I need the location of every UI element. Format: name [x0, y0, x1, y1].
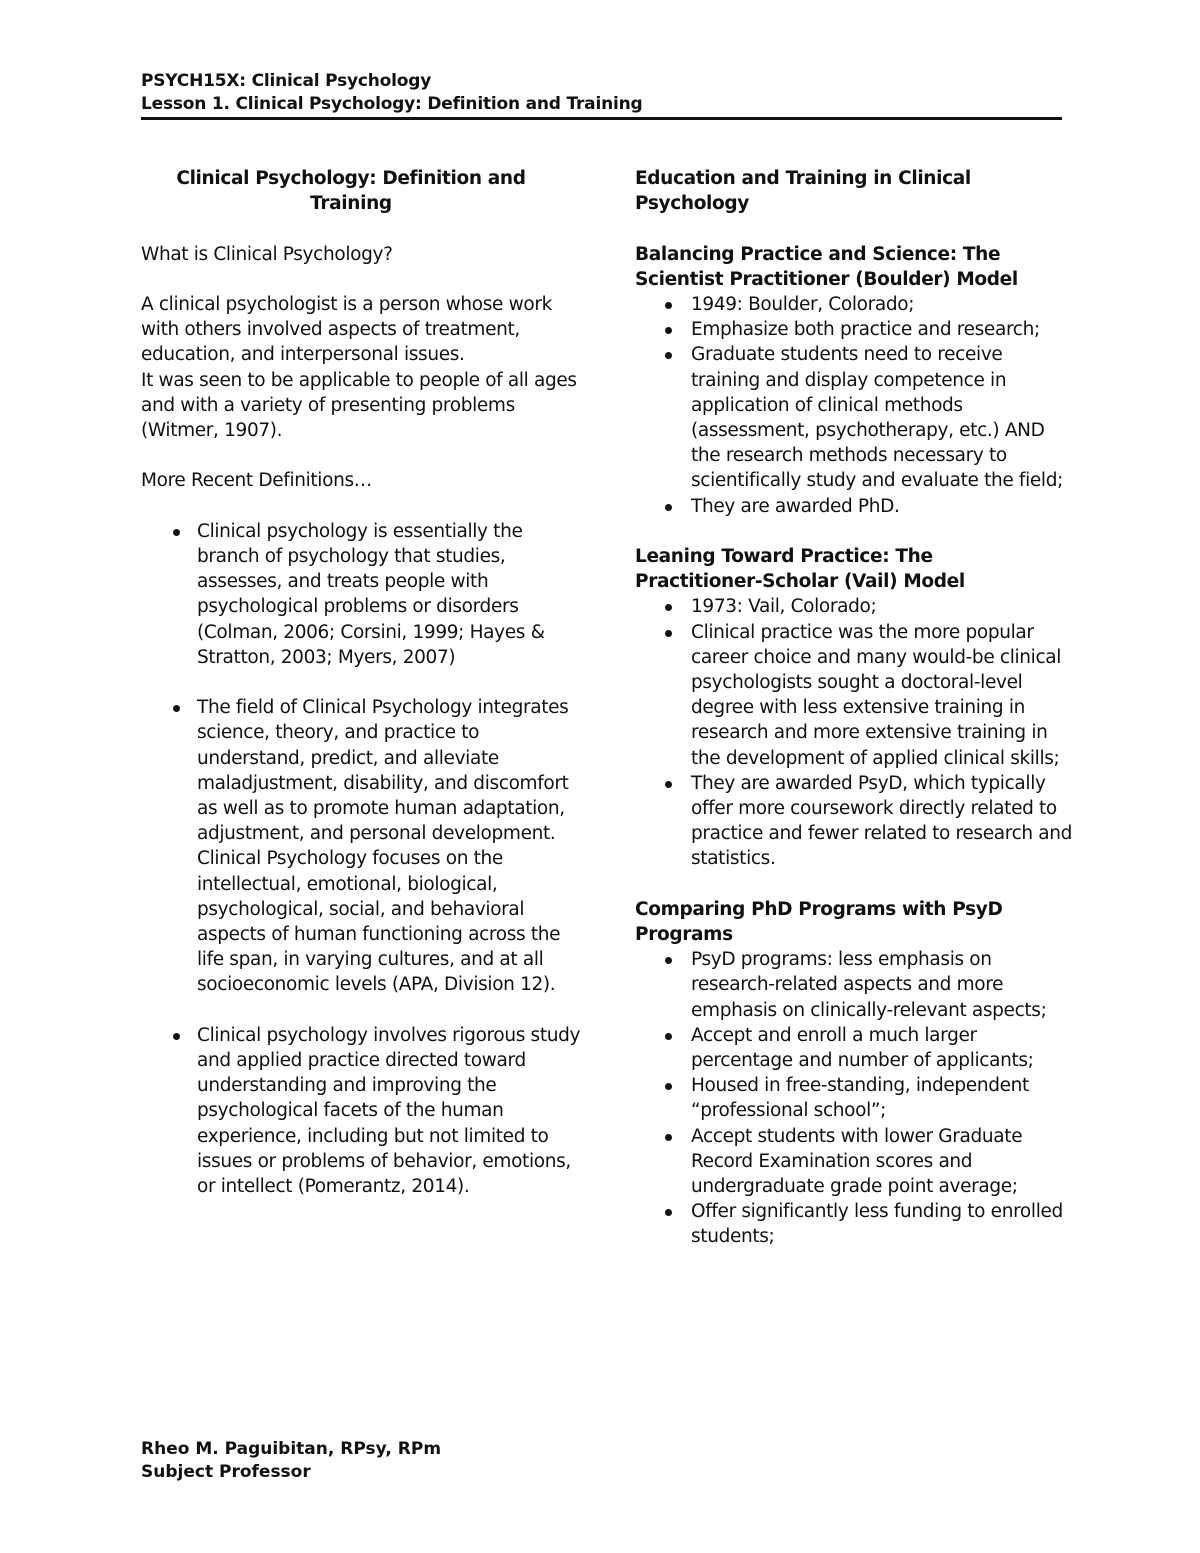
definition-paragraph-2: It was seen to be applicable to people of all ages and with a variety of presenting problems (Witmer, 1907). [141, 369, 577, 441]
recent-definitions-heading: More Recent Definitions… [141, 470, 372, 492]
vail-model-list [635, 594, 1075, 871]
list-item: Clinical practice was the more popular career choice and many would-be clinical psychologists sought a doctoral-level degree with less extensive training in research and more extensive training in the development of applied clinical skills; [635, 620, 1075, 771]
list-item: They are awarded PhD. [635, 494, 1075, 519]
definition-paragraph-1: A clinical psychologist is a person whose work with others involved aspects of treatment, education, and interpersonal issues. [141, 293, 552, 366]
left-section-title [141, 166, 561, 216]
right-title-line-1: Education and Training in Clinical [635, 168, 971, 189]
definition-question: What is Clinical Psychology? [141, 243, 393, 265]
list-item: Accept and enroll a much larger percentage and number of applicants; [635, 1023, 1075, 1073]
right-column [635, 166, 1075, 1250]
page-footer [141, 1438, 441, 1484]
list-item: Emphasize both practice and research; [635, 317, 1075, 342]
lesson-title: Lesson 1. Clinical Psychology: Definition and Training [141, 94, 643, 114]
list-item: 1973: Vail, Colorado; [635, 594, 1075, 619]
list-item: Accept students with lower Graduate Record Examination scores and undergraduate grade point average; [635, 1124, 1075, 1200]
right-title-line-2: Psychology [635, 193, 750, 215]
comparison-heading [635, 897, 1075, 947]
boulder-model-heading [635, 242, 1075, 292]
left-title-line-2: Training [310, 193, 392, 215]
right-section-title [635, 166, 1075, 216]
list-item: Clinical psychology involves rigorous study and applied practice directed toward understanding and improving the psychological facets of the human experience, including but not limited to issues or problems of behavior, emotions, or intellect (Pomerantz, 2014). [141, 1023, 581, 1199]
left-column [141, 166, 581, 1199]
page-header [141, 70, 1061, 116]
vail-heading-line-2: Practitioner-Scholar (Vail) Model [635, 571, 965, 593]
comparison-heading-line-1: Comparing PhD Programs with PsyD [635, 898, 1003, 920]
boulder-heading-line-1: Balancing Practice and Science: The [635, 243, 1001, 265]
list-item: PsyD programs: less emphasis on research-related aspects and more emphasis on clinically-relevant aspects; [635, 947, 1075, 1023]
professor-role: Subject Professor [141, 1462, 311, 1482]
left-title-line-1: Clinical Psychology: Definition and [176, 168, 526, 189]
comparison-heading-line-2: Programs [635, 924, 733, 946]
professor-name: Rheo M. Paguibitan, RPsy, RPm [141, 1439, 442, 1459]
boulder-model-list [635, 292, 1075, 519]
vail-heading-line-1: Leaning Toward Practice: The [635, 546, 933, 568]
list-item: 1949: Boulder, Colorado; [635, 292, 1075, 317]
header-divider [141, 117, 1062, 120]
list-item: Offer significantly less funding to enrolled students; [635, 1199, 1075, 1249]
course-title: PSYCH15X: Clinical Psychology [141, 71, 432, 91]
list-item: The field of Clinical Psychology integrates science, theory, and practice to understand, predict, and alleviate maladjustment, disability, and discomfort as well as to promote human adaptation, adjustment, and personal development. Clinical Psychology focuses on the intellectual, emotional, biological, psychological, social, and behavioral aspects of human functioning across the life span, in varying cultures, and at all socioeconomic levels (APA, Division 12). [141, 695, 581, 997]
comparison-list [635, 947, 1075, 1249]
recent-definitions-list [141, 519, 581, 1199]
list-item: Clinical psychology is essentially the branch of psychology that studies, assesses, and treats people with psychological problems or disorders (Colman, 2006; Corsini, 1999; Hayes & Stratton, 2003; Myers, 2007) [141, 519, 581, 670]
list-item: Graduate students need to receive training and display competence in application of clinical methods (assessment, psychotherapy, etc.) AND the research methods necessary to scientifically study and evaluate the field; [635, 342, 1075, 493]
list-item: Housed in free-standing, independent “professional school”; [635, 1073, 1075, 1123]
list-item: They are awarded PsyD, which typically offer more coursework directly related to practice and fewer related to research and statistics. [635, 771, 1075, 872]
boulder-heading-line-2: Scientist Practitioner (Boulder) Model [635, 268, 1018, 290]
vail-model-heading [635, 544, 1075, 594]
